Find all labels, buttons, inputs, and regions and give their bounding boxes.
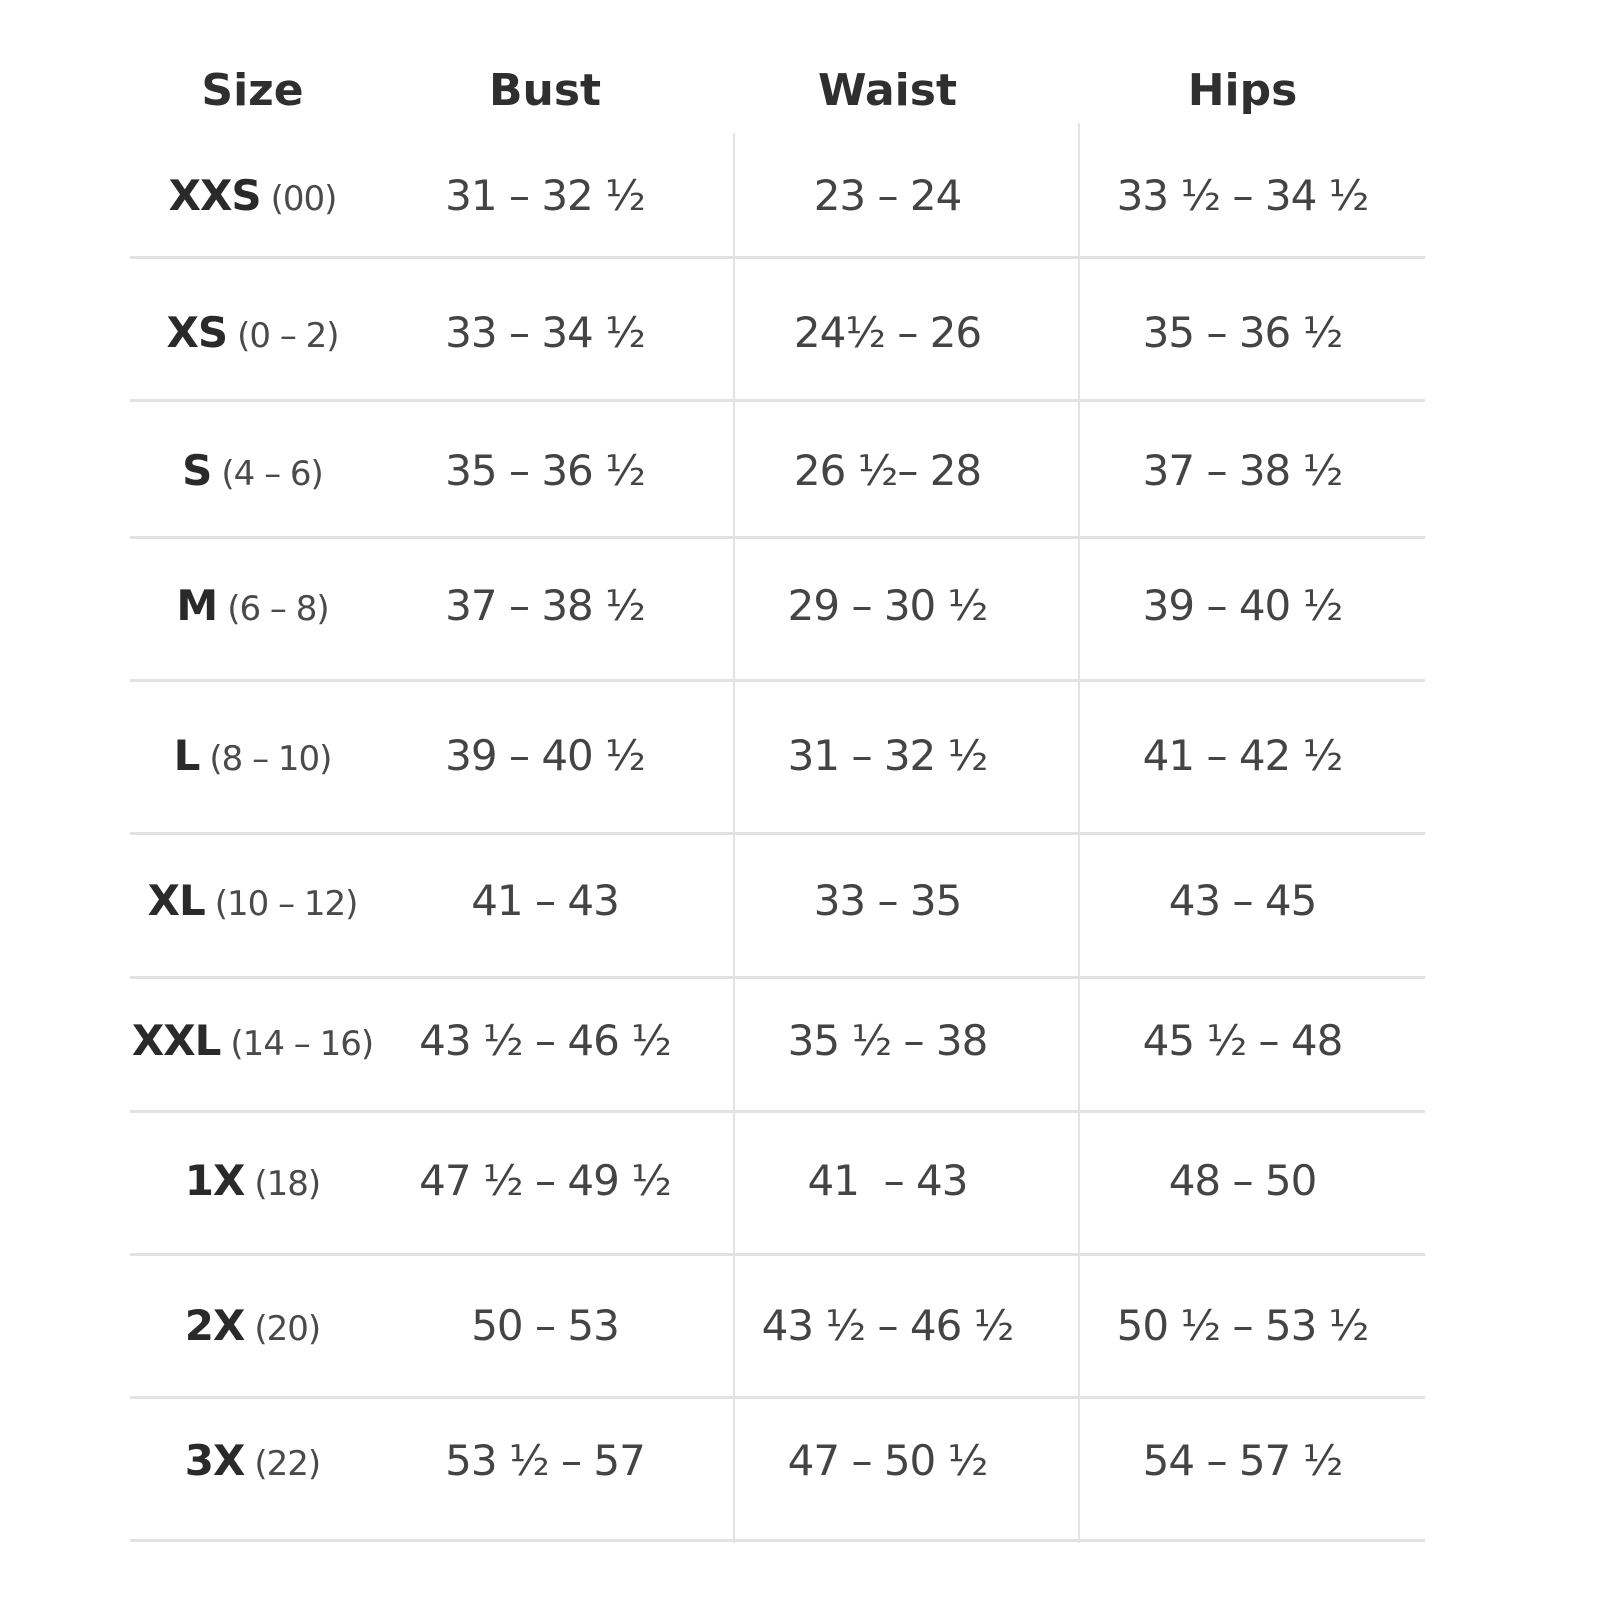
waist-value: 24½ – 26 [793, 307, 982, 357]
numeric-size: (0 – 2) [237, 315, 339, 356]
numeric-size: (18) [254, 1163, 321, 1204]
waist-value: 41 – 43 [807, 1155, 968, 1205]
row-divider [130, 679, 1425, 682]
row-divider [130, 1253, 1425, 1256]
waist-value: 29 – 30 ½ [787, 580, 988, 630]
table-row [130, 720, 1425, 790]
hips-value: 48 – 50 [1168, 1155, 1317, 1205]
row-divider [130, 1396, 1425, 1399]
row-divider [130, 399, 1425, 402]
header-size: Size [201, 64, 304, 116]
bust-value: 39 – 40 ½ [445, 730, 645, 780]
table-row [130, 1290, 1425, 1360]
row-divider [130, 976, 1425, 979]
size-cell [130, 171, 375, 220]
bust-value: 33 – 34 ½ [445, 307, 645, 357]
size-cell [130, 876, 375, 925]
table-row [130, 1005, 1425, 1075]
size-cell [130, 1016, 375, 1065]
hips-value: 50 ½ – 53 ½ [1116, 1300, 1369, 1350]
table-header-row [130, 55, 1425, 125]
table-row [130, 1145, 1425, 1215]
bust-value: 37 – 38 ½ [445, 580, 645, 630]
row-divider [130, 1110, 1425, 1113]
size-label: 1X [184, 1155, 245, 1205]
waist-value: 31 – 32 ½ [787, 730, 988, 780]
bust-value: 31 – 32 ½ [445, 170, 645, 220]
numeric-size: (14 – 16) [230, 1023, 374, 1064]
size-label: M [176, 580, 218, 630]
bust-value: 47 ½ – 49 ½ [419, 1155, 671, 1205]
bust-value: 41 – 43 [471, 875, 619, 925]
size-cell [130, 731, 375, 780]
size-label: XXL [131, 1015, 221, 1065]
bust-value: 53 ½ – 57 [445, 1435, 645, 1485]
header-waist: Waist [818, 64, 957, 116]
header-bust: Bust [488, 64, 602, 116]
numeric-size: (10 – 12) [214, 883, 358, 924]
size-cell [130, 581, 375, 630]
numeric-size: (20) [254, 1308, 321, 1349]
size-cell [130, 1156, 375, 1205]
size-label: 2X [184, 1300, 245, 1350]
bust-value: 50 – 53 [471, 1300, 619, 1350]
table-row [130, 297, 1425, 367]
hips-value: 54 – 57 ½ [1142, 1435, 1343, 1485]
row-divider [130, 832, 1425, 835]
waist-value: 43 ½ – 46 ½ [761, 1300, 1014, 1350]
numeric-size: (22) [254, 1443, 321, 1484]
size-label: XXS [168, 170, 261, 220]
bust-value: 35 – 36 ½ [445, 445, 645, 495]
waist-value: 47 – 50 ½ [787, 1435, 988, 1485]
size-cell [130, 1301, 375, 1350]
row-divider [130, 256, 1425, 259]
waist-value: 35 ½ – 38 [787, 1015, 988, 1065]
numeric-size: (6 – 8) [227, 588, 329, 629]
hips-value: 37 – 38 ½ [1142, 445, 1343, 495]
size-label: L [173, 730, 200, 780]
numeric-size: (8 – 10) [209, 738, 332, 779]
numeric-size: (4 – 6) [221, 453, 323, 494]
table-row [130, 570, 1425, 640]
header-hips: Hips [1187, 64, 1298, 116]
hips-value: 33 ½ – 34 ½ [1116, 170, 1369, 220]
table-row [130, 865, 1425, 935]
hips-value: 43 – 45 [1168, 875, 1317, 925]
hips-value: 35 – 36 ½ [1142, 307, 1343, 357]
table-row [130, 160, 1425, 230]
size-cell [130, 446, 375, 495]
size-label: XS [166, 307, 228, 357]
table-row [130, 435, 1425, 505]
table-row [130, 1425, 1425, 1495]
hips-value: 41 – 42 ½ [1142, 730, 1343, 780]
size-label: 3X [184, 1435, 245, 1485]
size-cell [130, 1436, 375, 1485]
bust-value: 43 ½ – 46 ½ [419, 1015, 671, 1065]
row-divider [130, 536, 1425, 539]
size-label: S [182, 445, 212, 495]
numeric-size: (00) [270, 178, 337, 219]
waist-value: 26 ½– 28 [793, 445, 982, 495]
hips-value: 45 ½ – 48 [1142, 1015, 1343, 1065]
size-label: XL [147, 875, 205, 925]
size-cell [130, 308, 375, 357]
row-divider [130, 1539, 1425, 1542]
hips-value: 39 – 40 ½ [1142, 580, 1343, 630]
waist-value: 23 – 24 [813, 170, 962, 220]
waist-value: 33 – 35 [813, 875, 962, 925]
